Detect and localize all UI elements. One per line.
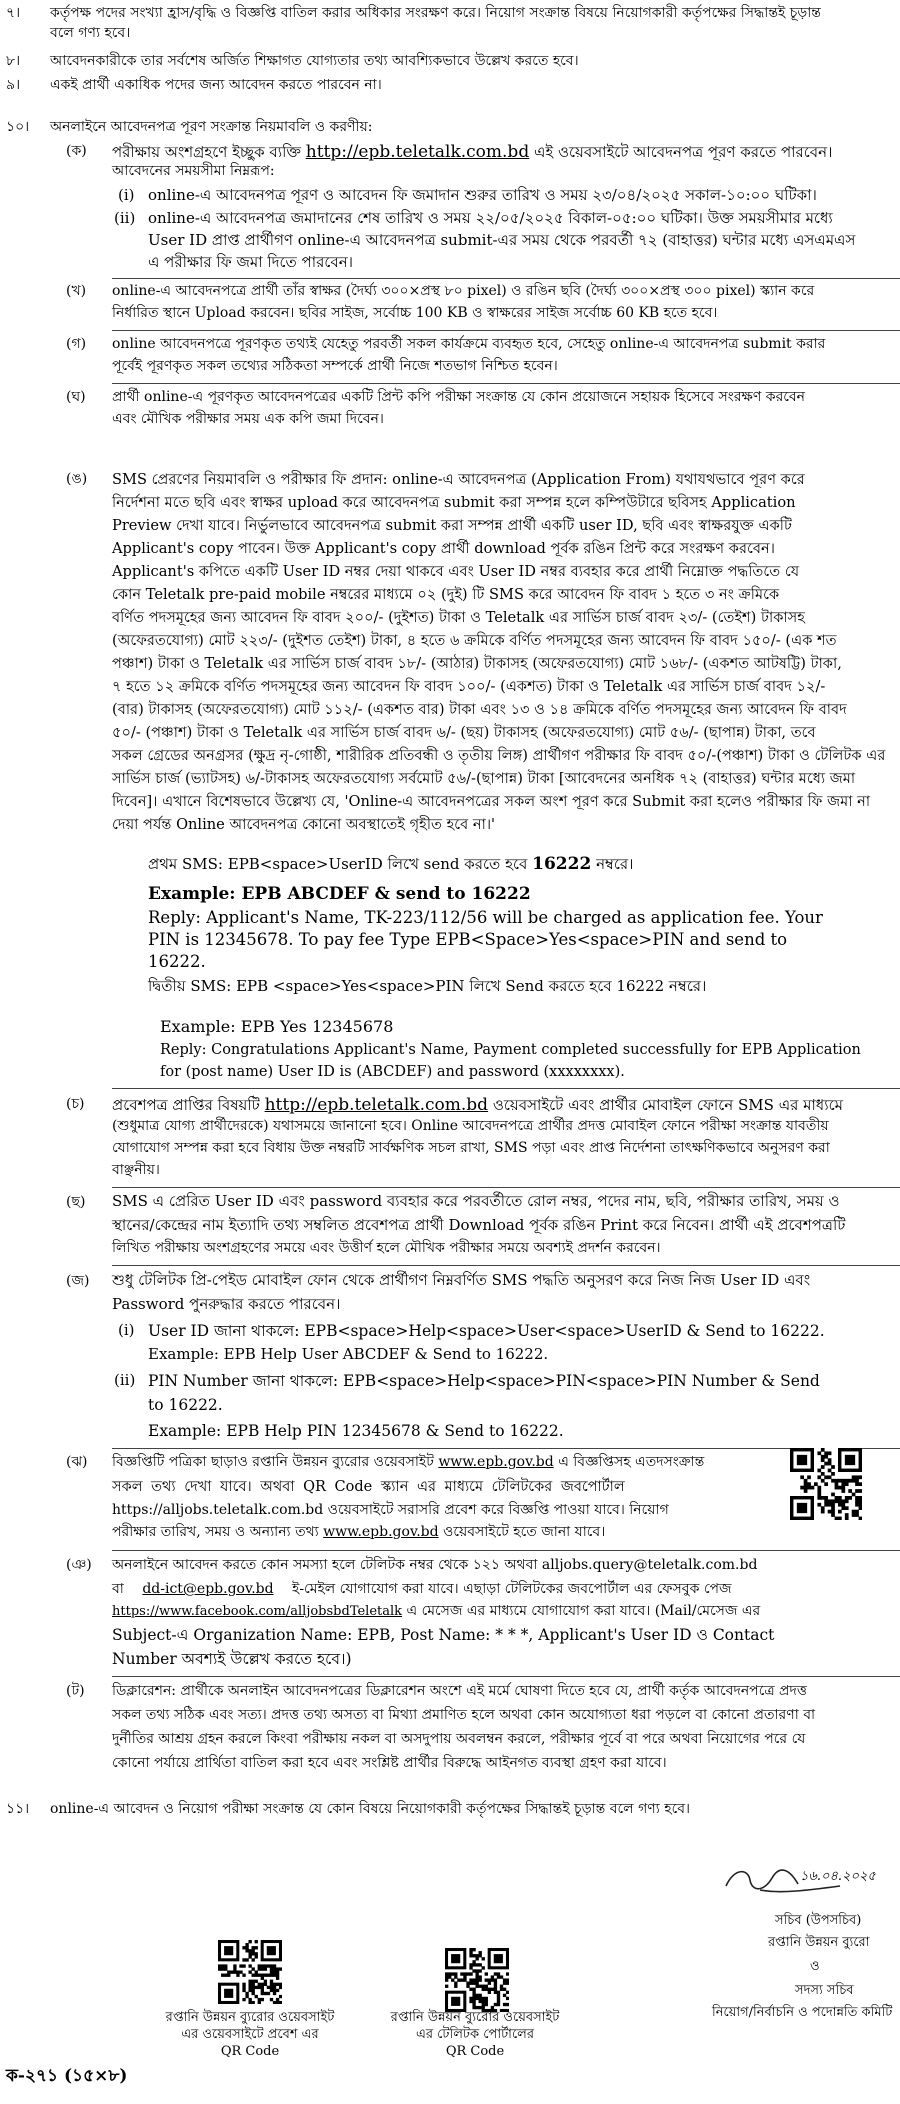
sub-ta-line4: কোনো পর্যায়ে প্রার্থিতা বাতিল করা হবে এবং সংশ্লিষ্ট প্রার্থীর বিরুদ্ধে আইনগত ব্যবস্থা গ্রহণ করা যাবে। [112,1755,667,1771]
sub-nya-label: (ঞ) [66,1557,92,1573]
qr-2-caption [370,2010,580,2061]
sub-kha-line1: online-এ আবেদনপত্রে প্রার্থী তাঁর স্বাক্ষর (দৈর্ঘ্য ৩০০×প্রস্থ ৮০ pixel) ও রঙিন ছবি (দৈর্ঘ্য ৩০০×প্রস্থ ৩০০ pixel) স্ক্যান করে [112,283,815,299]
sub-jha-line2: সকল তথ্য দেখা যাবে। অথবা QR Code স্ক্যান এর মাধ্যমে টেলিটকের জবপোর্টাল [112,1479,625,1495]
reply-1-line3: 16222. [148,952,206,971]
sub-gha-line1: প্রার্থী online-এ পূরণকৃত আবেদনপত্রের একটি প্রিন্ট কপি পরীক্ষা সংক্রান্ত যে কোন প্রয়োজনে সহায়ক হিসেবে সংরক্ষণ করবেন [112,389,806,405]
sub-ta-label: (ট) [66,1683,85,1699]
sms-instruction-line: সার্ভিস চার্জ (ভ্যাটসহ) ৬/-টাকাসহ অফেরতযোগ্য সর্বমোট ৫৬/-(ছাপান্ন) টাকা [আবেদনের অনধিক ৭২ (বাহাত্তর) ঘন্টার মধ্যে জমা [112,770,856,787]
sms-instruction-line: বর্ণিত পদসমূহের জন্য আবেদন ফি বাবদ ২০০/- (দুইশত) টাকা ও Teletalk এর সার্ভিস চার্জ বাবদ ২৩/- (তেইশ) টাকাসহ [112,609,805,626]
item-10-number: ১০। [6,119,30,135]
sms-instruction-line: (অফেরতযোগ্য) মোট ২২৩/- (দুইশত তেইশ) টাকা, ৪ হতে ৬ ক্রমিকে বর্ণিত পদসমূহের জন্য আবেদন ফি বাবদ ১৫০/- (এক শত [112,632,837,649]
first-sms-text: প্রথম SMS: EPB<space>UserID লিখে send করতে হবে [148,855,528,873]
sub-ja-line1: শুধু টেলিটক প্রি-পেইড মোবাইল ফোন থেকে প্রার্থীগণ নিম্নবর্ণিত SMS পদ্ধতি অনুসরণ করে নিজ নিজ User ID এবং [112,1271,811,1289]
signatory-line-2: রপ্তানি উন্নয়ন ব্যুরো [768,1935,870,1950]
sub-gha-line2: এবং মৌখিক পরীক্ষার সময় এক কপি জমা দিবেন। [112,411,384,427]
reply-2-line2: for (post name) User ID is (ABCDEF) and password (xxxxxxxx). [160,1064,625,1080]
sub-ta-line1: ডিক্লারেশন: প্রার্থীকে অনলাইন আবেদনপত্রের ডিক্লারেশন অংশে এই মর্মে ঘোষণা দিতে হবে যে, প্রার্থী কর্তৃক আবেদনপত্রে প্রদত্ত [112,1683,807,1699]
sub-ka-ii-text-cont: User ID প্রাপ্ত প্রার্থীগণ online-এ আবেদনপত্র submit-এর সময় থেকে পরবর্তী ৭২ (বাহাত্তর) ঘন্টার মধ্যে এসএমএস [148,231,856,249]
epb-email-link[interactable]: dd-ict@epb.gov.bd [142,1581,274,1597]
sms-instruction-line: Applicant's কপিতে একটি User ID নম্বর দেয়া থাকবে এবং User ID নম্বর ব্যবহার করে প্রার্থী নিম্নোক্ত পদ্ধতিতে যে [112,563,800,580]
sub-nya-text-3: এ মেসেজ এর মাধ্যমে যোগাযোগ করা যাবে। (Mail/মেসেজ এর [406,1603,761,1619]
sub-nya-text-2: ই-মেইল যোগাযোগ করা যাবে। এছাড়া টেলিটকের জবপোর্টাল এর ফেসবুক পেজ [292,1581,732,1597]
sub-chha-line1: SMS এ প্রেরিত User ID এবং password ব্যবহার করে পরবর্তীতে রোল নম্বর, পদের নাম, ছবি, পরীক্ষার তারিখ, সময় ও [112,1192,840,1210]
sms-instruction-line: ৭ হতে ১২ ক্রমিকে বর্ণিত পদসমূহের জন্য আবেদন ফি বাবদ ১০০/- (একশত) টাকা ও Teletalk এর সার্ভিস চার্জ বাবদ ১২/- [112,678,826,695]
sub-ja-ii-text: PIN Number জানা থাকলে: EPB<space>Help<space>PIN<space>PIN Number & Send [148,1372,820,1390]
sms-instruction-line: সকল গ্রেডের অনগ্রসর (ক্ষুদ্র নৃ-গোষ্ঠী, শারীরিক প্রতিবন্ধী ও তৃতীয় লিঙ্গ) প্রার্থীগণ পরীক্ষার ফি বাবদ ৫০/-(পঞ্চাশ) টাকা ও টেলিটক এর [112,747,886,764]
qr-2-caption-line2: এর টেলিটক পোর্টালের [415,2026,535,2042]
sub-ka-ii-label: (ii) [114,209,136,227]
sub-jha-text-3: পরীক্ষার তারিখ, সময় ও অন্যান্য তথ্য [112,1524,319,1540]
epb-teletalk-link-2[interactable]: http://epb.teletalk.com.bd [264,1095,489,1115]
epb-teletalk-link[interactable]: http://epb.teletalk.com.bd [305,142,530,162]
item-11-number: ১১। [6,1801,30,1817]
item-9-number: ৯। [6,77,21,93]
sub-cha-text-2: ওয়েবসাইটে এবং প্রার্থীর মোবাইল ফোনে SMS এর মাধ্যমে [492,1096,843,1114]
sub-jha-text-4: ওয়েবসাইটে হতে জানা যাবে। [443,1524,606,1540]
example-2: Example: EPB Yes 12345678 [160,1017,394,1036]
reply-2-line1: Reply: Congratulations Applicant's Name, Payment completed successfully for EPB Application [160,1042,861,1058]
sub-ka-line1 [112,140,832,164]
sub-nya-line4: Subject-এ Organization Name: EPB, Post Name: * * *, Applicant's User ID ও Contact [112,1626,775,1644]
sms-instruction-line: Preview দেখা যাবে। নির্ভুলভাবে আবেদনপত্র submit করা সম্পন্ন প্রার্থী একটি user ID, ছবি এবং স্বাক্ষরযুক্ত একটি [112,517,792,534]
signatory-line-1: সচিব (উপসচিব) [775,1913,862,1928]
divider [112,1550,900,1551]
first-sms-number: 16222 [532,854,592,874]
sub-nya-line1: অনলাইনে আবেদন করতে কোন সমস্যা হলে টেলিটক নম্বর থেকে ১২১ অথবা alljobs.query@teletalk.com.bd [112,1557,758,1573]
sub-ga-label: (গ) [66,336,87,352]
sub-ja-line2: Password পুনরুদ্ধার করতে পারবেন। [112,1295,341,1313]
divider [112,1088,900,1089]
sub-ka-label: (ক) [66,143,87,159]
sub-jha-text: বিজ্ঞপ্তিটি পত্রিকা ছাড়াও রপ্তানি উন্নয়ন ব্যুরোর ওয়েবসাইট [112,1454,434,1470]
sub-jha-line1 [112,1453,704,1473]
second-sms: দ্বিতীয় SMS: EPB <space>Yes<space>PIN লিখে Send করতে হবে 16222 নম্বরে। [148,977,707,995]
teletalk-qr-code [790,1448,862,1520]
first-sms-suffix: নম্বরে। [596,855,634,873]
qr-1-caption-line1: রপ্তানি উন্নয়ন ব্যুরোর ওয়েবসাইট [165,2010,335,2025]
sms-instruction-line: নির্দেশনা মতে ছবি এবং স্বাক্ষর upload করে আবেদনপত্র submit করা সম্পন্ন হলে কম্পিউটারে ছবিসহ Application [112,494,796,511]
print-code: ক-২৭১ (১৫×৮) [6,2066,128,2086]
epb-website-link[interactable]: www.epb.gov.bd [438,1454,554,1470]
example-1: Example: EPB ABCDEF & send to 16222 [148,884,531,904]
item-8-number: ৮। [6,53,21,69]
item-9-text: একই প্রার্থী একাধিক পদের জন্য আবেদন করতে পারবেন না। [50,77,382,93]
first-sms-line [148,852,634,876]
sms-instruction-line: SMS প্রেরণের নিয়মাবলি ও পরীক্ষার ফি প্রদান: online-এ আবেদনপত্র (Application From) যথাযথভাবে পূরণ করে [112,471,805,488]
facebook-link[interactable]: https://www.facebook.com/alljobsbdTeletalk [112,1604,403,1619]
signatory-line-5: নিয়োগ/নির্বাচনি ও পদোন্নতি কমিটি [712,2005,893,2020]
divider [112,1448,900,1449]
signatory-line-4: সদস্য সচিব [795,1983,854,1998]
sub-ga-line1: online আবেদনপত্রে পূরণকৃত তথ্যই যেহেতু পরবর্তী সকল কার্যক্রমে ব্যবহৃত হবে, সেহেতু online-এ আবেদনপত্র submit করার [112,336,826,352]
sub-nya-line3 [112,1602,760,1622]
sub-nya-line2 [112,1580,732,1600]
sub-ja-ii-example: Example: EPB Help PIN 12345678 & Send to 16222. [148,1422,564,1440]
epb-website-qr-code [218,1940,282,2004]
sub-cha-line4: বাঞ্ছনীয়। [112,1162,160,1178]
sub-jha-text-2: এ বিজ্ঞপ্তিসহ এতদসংক্রান্ত [558,1454,705,1470]
sub-nya-text: বা [112,1581,124,1597]
sub-ka-i-text: online-এ আবেদনপত্র পূরণ ও আবেদন ফি জমাদান শুরুর তারিখ ও সময় ২৩/০৪/২০২৫ সকাল-১০:০০ ঘটিকা। [148,186,817,204]
sub-kha-line2: নির্ধারিত স্থানে Upload করবেন। ছবির সাইজ, সর্বোচ্চ 100 KB ও স্বাক্ষরের সাইজ সর্বোচ্চ 60 KB হতে হবে। [112,305,718,321]
sms-instruction-line: ৫০/- (পঞ্চাশ) টাকা ও Teletalk এর সার্ভিস চার্জ বাবদ ৬/- (ছয়) টাকাসহ (অফেরতযোগ্য) মোট ৫৬/- (ছাপান্ন) টাকা, তবে [112,724,816,741]
item-7-number: ৭। [6,5,21,21]
sub-ka-ii-text: online-এ আবেদনপত্র জমাদানের শেষ তারিখ ও সময় ২২/০৫/২০২৫ বিকাল-০৫:০০ ঘটিকা। উক্ত সময়সীমার মধ্যে [148,209,833,227]
sms-instruction-line: পঞ্চাশ) টাকা ও Teletalk এর সার্ভিস চার্জ বাবদ ১৮/- (আঠার) টাকাসহ (অফেরতযোগ্য) মোট ১৬৮/- (একশত আটষট্টি) টাকা, [112,655,842,672]
sub-ja-ii-text-cont: to 16222. [148,1396,223,1414]
item-11-text: online-এ আবেদন ও নিয়োগ পরীক্ষা সংক্রান্ত যে কোন বিষয়ে নিয়োগকারী কর্তৃপক্ষের সিদ্ধান্তই চূড়ান্ত বলে গণ্য হবে। [50,1801,690,1817]
sub-ja-i-text: User ID জানা থাকলে: EPB<space>Help<space>User<space>UserID & Send to 16222. [148,1322,825,1340]
qr-1-caption-line3: QR Code [220,2043,280,2059]
reply-1-line2: PIN is 12345678. To pay fee Type EPB<Space>Yes<space>PIN and send to [148,930,788,949]
sub-uma-label: (ঙ) [66,471,88,487]
sub-kha-label: (খ) [66,283,87,299]
divider [112,1265,900,1266]
divider [112,278,900,279]
sub-ja-i-label: (i) [118,1321,135,1339]
divider [112,1676,900,1677]
sub-ga-line2: পূর্বেই পূরণকৃত সকল তথ্যের সঠিকতা সম্পর্কে প্রার্থী নিজে শতভাগ নিশ্চিত হবেন। [112,358,558,374]
item-7-text-cont: বলে গণ্য হবে। [50,25,131,41]
sms-instruction-line: Applicant's copy পাবেন। উক্ত Applicant's copy প্রার্থী download পূর্বক রঙিন প্রিন্ট করে সংরক্ষণ করবেন। [112,540,775,557]
sub-cha-line3: যোগাযোগ সম্পন্ন করা হবে বিধায় উক্ত নম্বরটি সার্বক্ষণিক সচল রাখা, SMS পড়া এবং প্রাপ্ত নির্দেশনা তাৎক্ষণিকভাবে অনুসরণ করা [112,1140,830,1156]
sub-jha-label: (ঝ) [66,1454,88,1470]
sms-instruction-line: দেয়া পর্যন্ত Online আবেদনপত্র কোনো অবস্থাতেই গৃহীত হবে না।' [112,816,496,833]
item-10-heading: অনলাইনে আবেদনপত্র পূরণ সংক্রান্ত নিয়মাবলি ও করণীয়: [50,119,373,135]
divider [112,1187,900,1188]
signature-date: ১৬.০৪.২০২৫ [800,1869,876,1884]
sub-jha-line3: https://alljobs.teletalk.com.bd ওয়েবসাইটে সরাসরি প্রবেশ করে বিজ্ঞপ্তি পাওয়া যাবে। নিয়োগ [112,1502,669,1518]
sub-chha-line2: স্থানের/কেন্দ্রের নাম ইত্যাদি তথ্য সম্বলিত প্রবেশপত্র প্রার্থী Download পূর্বক রঙিন Print করে নিবেন। প্রার্থী এই প্রবেশপত্রটি [112,1216,846,1234]
qr-2-caption-line1: রপ্তানি উন্নয়ন ব্যুরোর ওয়েবসাইট [390,2010,560,2025]
sub-chha-line3: লিখিত পরীক্ষায় অংশগ্রহণের সময়ে এবং উত্তীর্ণ হলে মৌখিক পরীক্ষার সময়ে অবশ্যই প্রদর্শন করবেন। [112,1240,661,1256]
epb-website-link-2[interactable]: www.epb.gov.bd [323,1524,439,1540]
sub-ka-text-2: এই ওয়েবসাইটে আবেদনপত্র পূরণ করতে পারবেন। [533,143,833,161]
sub-ka-text: পরীক্ষায় অংশগ্রহণে ইচ্ছুক ব্যক্তি [112,143,301,161]
qr-1-caption-line2: এর ওয়েবসাইটে প্রবেশ এর [181,2026,319,2042]
sub-nya-line5: Number অবশ্যই উল্লেখ করতে হবে।) [112,1650,352,1668]
qr-2-caption-line3: QR Code [445,2043,505,2059]
sub-ja-ii-label: (ii) [114,1371,136,1389]
sub-ja-label: (জ) [66,1273,90,1289]
sub-chha-label: (ছ) [66,1194,86,1210]
teletalk-portal-qr-code [445,1948,509,2012]
sub-cha-line1 [112,1093,843,1117]
sub-gha-label: (ঘ) [66,389,86,405]
sub-ja-i-example: Example: EPB Help User ABCDEF & Send to 16222. [148,1345,549,1363]
reply-1-line1: Reply: Applicant's Name, TK-223/112/56 will be charged as application fee. Your [148,908,823,927]
sms-instruction-line: কোন Teletalk pre-paid mobile নম্বরের মাধ্যমে ০২ (দুই) টি SMS করে আবেদন ফি বাবদ ১ হতে ৩ নং ক্রমিকে [112,586,780,603]
sub-ta-line2: সকল তথ্য সঠিক এবং সত্য। প্রদত্ত তথ্য অসত্য বা মিথ্যা প্রমাণিত হলে অথবা কোন অযোগ্যতা ধরা পড়লে বা কোনো প্রতারণা বা [112,1707,816,1723]
sub-ka-line2: আবেদনের সময়সীমা নিম্নরূপ: [112,163,275,179]
divider [112,383,900,384]
sms-instruction-line: (বার) টাকাসহ (অফেরতযোগ্য) মোট ১১২/- (একশত বার) টাকা এবং ১৩ ও ১৪ ক্রমিকে বর্ণিত পদসমূহের জন্য আবেদন ফি বাবদ [112,701,847,718]
sub-cha-line2: (শুধুমাত্র যোগ্য প্রার্থীদেরকে) যথাসময়ে জানানো হবে। Online আবেদনপত্রে প্রার্থীর প্রদত্ত মোবাইল ফোনে পরীক্ষা সংক্রান্ত যাবতীয় [112,1118,829,1134]
sub-cha-label: (চ) [66,1096,85,1112]
sub-ka-ii-text-cont2: এ পরীক্ষার ফি জমা দিতে পারবেন। [148,253,354,271]
sms-instruction-line: দিবেন]। এখানে বিশেষভাবে উল্লেখ্য যে, 'Online-এ আবেদনপত্রের সকল অংশ পূরণ করে Submit করা হলেও পরীক্ষার ফি জমা না [112,793,871,810]
sub-ka-i-label: (i) [118,186,135,204]
sub-cha-text: প্রবেশপত্র প্রাপ্তির বিষয়টি [112,1096,260,1114]
item-7-text: কর্তৃপক্ষ পদের সংখ্যা হ্রাস/বৃদ্ধি ও বিজ্ঞপ্তি বাতিল করার অধিকার সংরক্ষণ করে। নিয়োগ সংক্রান্ত বিষয়ে নিয়োগকারী কর্তৃপক্ষের সিদ্ধান্তই চূড়ান্ত [50,5,821,21]
sub-ta-line3: দুর্নীতির আশ্রয় গ্রহন করলে কিংবা পরীক্ষায় নকল বা অসদুপায় অবলম্বন করলে, পরীক্ষার পূর্বে বা পরে অথবা নিয়োগের পরে যে [112,1731,806,1747]
qr-1-caption [150,2010,350,2061]
signatory-line-3: ও [810,1959,820,1974]
sub-jha-line4 [112,1523,605,1543]
divider [112,330,900,331]
item-8-text: আবেদনকারীকে তার সর্বশেষ অর্জিত শিক্ষাগত যোগ্যতার তথ্য আবশ্যিকভাবে উল্লেখ করতে হবে। [50,53,579,69]
